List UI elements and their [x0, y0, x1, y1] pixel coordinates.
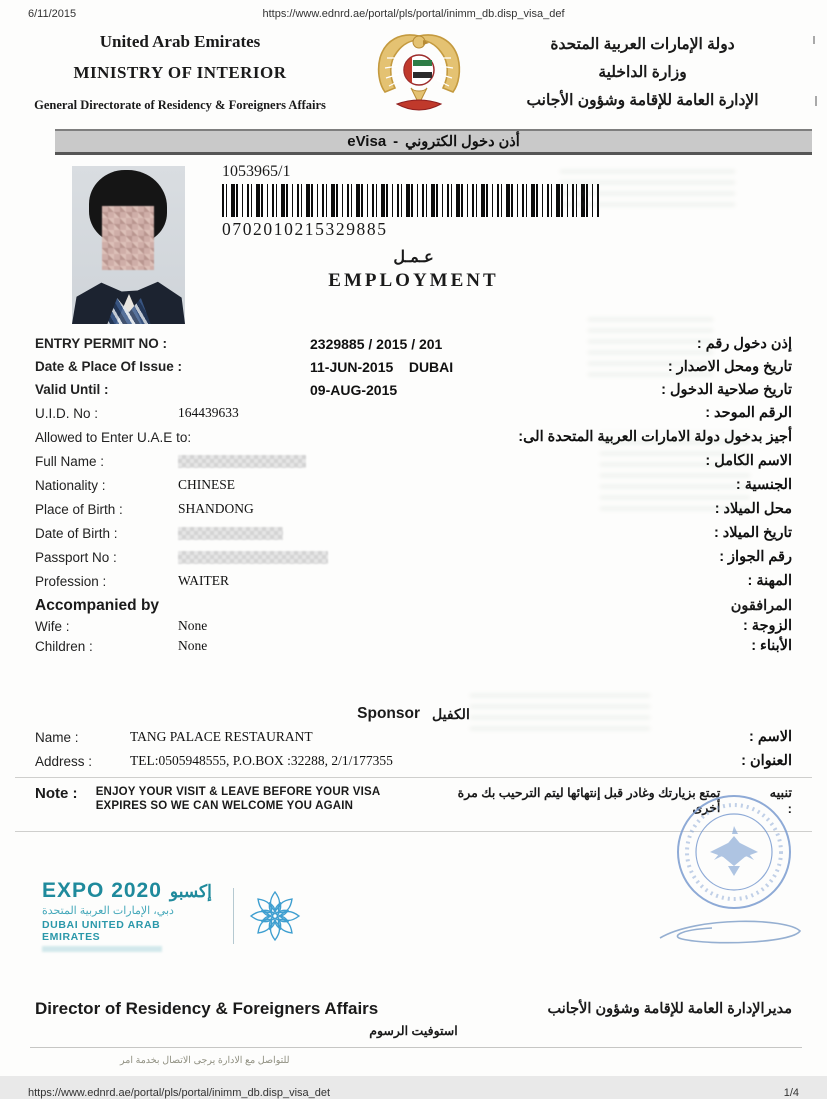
footer-rule — [30, 1047, 802, 1048]
field-label-arabic: العنوان : — [741, 753, 792, 769]
field-value: CHINESE — [178, 477, 235, 492]
expo-subtitle-arabic: دبي، الإمارات العربية المتحدة — [42, 905, 174, 917]
field-row-place-of-birth — [0, 497, 827, 521]
note-label-arabic: تنبيه : — [769, 785, 792, 816]
field-label-arabic: الأبناء : — [751, 638, 792, 654]
field-row-full-name — [0, 449, 827, 473]
barcode-cluster — [222, 163, 612, 240]
field-label-arabic: رقم الجواز : — [719, 549, 792, 565]
print-url-top: https://www.ednrd.ae/portal/pls/portal/inimm_db.disp_visa_def — [262, 8, 565, 20]
scan-mark — [815, 96, 817, 106]
uae-falcon-emblem-icon — [371, 30, 467, 118]
field-value: None — [178, 618, 208, 633]
barcode — [222, 184, 600, 217]
director-title-english: Director of Residency & Foreigners Affairs — [35, 999, 379, 1018]
page-number: 1/4 — [783, 1087, 799, 1099]
note-label: Note : — [35, 785, 78, 802]
expo-logo-text — [42, 879, 219, 952]
field-value: TEL:0505948555, P.O.BOX :32288, 2/1/177355 — [130, 753, 393, 768]
expo-title — [42, 879, 219, 903]
field-label-arabic: تاريخ الميلاد : — [713, 525, 792, 541]
accompanied-by-heading — [0, 595, 827, 616]
expo-subtitle-english: DUBAI UNITED ARAB EMIRATES — [42, 919, 161, 943]
field-row-profession — [0, 569, 827, 593]
sponsor-heading-arabic: الكفيل — [432, 705, 470, 722]
expo-title-english: EXPO 2020 — [42, 879, 162, 902]
field-value: 2329885 / 2015 / 201 — [310, 335, 443, 352]
field-value: 11-JUN-2015 DUBAI — [310, 358, 454, 375]
directorate-name-arabic: الإدارة العامة للإقامة وشؤون الأجانب — [526, 92, 759, 109]
field-value: 164439633 — [178, 405, 239, 420]
expo-tagline-faded — [42, 946, 162, 952]
note-text-arabic: تمتع بزيارتك وغادر قبل إنتهائها ليتم الترحيب بك مرة أخرى — [457, 786, 721, 815]
official-stamp — [652, 790, 817, 965]
field-row-sponsor-name — [0, 725, 827, 749]
field-label: Passport No : — [35, 549, 117, 565]
contact-note-arabic: للتواصل مع الادارة يرجى الاتصال بخدمة امر — [120, 1055, 290, 1066]
field-label-arabic: الجنسية : — [735, 477, 792, 493]
field-value: SHANDONG — [178, 501, 254, 516]
field-label: Date & Place Of Issue : — [35, 359, 183, 374]
field-label-arabic: الاسم : — [749, 729, 792, 745]
visa-fields — [0, 332, 827, 593]
field-label-arabic: إذن دخول رقم : — [696, 335, 792, 352]
letterhead — [0, 30, 827, 123]
field-label-arabic: الاسم الكامل : — [705, 453, 792, 469]
evisa-banner — [55, 129, 812, 155]
field-row-valid-until — [0, 378, 827, 401]
field-label: Nationality : — [35, 477, 106, 493]
redacted-full-name — [178, 455, 306, 468]
expo-logo-divider — [233, 888, 234, 944]
field-label-arabic: المهنة : — [747, 573, 792, 589]
field-label: Address : — [35, 753, 93, 769]
field-label: Wife : — [35, 618, 70, 634]
print-header — [0, 0, 827, 20]
country-name: United Arab Emirates — [99, 32, 261, 51]
photo-barcode-zone — [0, 155, 827, 328]
field-row-date-place-of-issue — [0, 355, 827, 378]
field-label-arabic: محل الميلاد : — [714, 501, 792, 517]
visa-type-english: EMPLOYMENT — [328, 270, 499, 291]
accompanied-by-arabic: المرافقون — [730, 597, 792, 614]
field-label: Allowed to Enter U.A.E to: — [35, 429, 192, 445]
ministry-name: MINISTRY OF INTERIOR — [73, 63, 287, 82]
director-row — [0, 998, 827, 1020]
country-name-arabic: دولة الإمارات العربية المتحدة — [550, 36, 735, 53]
file-number: 1053965/1 — [222, 163, 291, 180]
field-row-nationality — [0, 473, 827, 497]
field-row-date-of-birth — [0, 521, 827, 545]
field-label: ENTRY PERMIT NO : — [35, 336, 168, 351]
field-label: Name : — [35, 729, 79, 745]
signature-icon — [660, 921, 800, 942]
expo-2020-logo — [42, 879, 302, 952]
field-label: Profession : — [35, 573, 107, 589]
field-row-children — [0, 636, 827, 656]
field-label: Full Name : — [35, 453, 105, 469]
field-value: TANG PALACE RESTAURANT — [130, 729, 313, 744]
field-value: WAITER — [178, 573, 229, 588]
barcode-number: 0702010215329885 — [222, 219, 388, 239]
field-label: Valid Until : — [35, 382, 109, 397]
scan-mark — [813, 36, 815, 44]
expo-rosette-icon — [248, 887, 302, 945]
field-label-arabic: الزوجة : — [742, 618, 792, 634]
field-label-arabic: تاريخ ومحل الاصدار : — [667, 358, 792, 375]
field-label-arabic: تاريخ صلاحية الدخول : — [661, 381, 792, 398]
field-row-sponsor-address — [0, 749, 827, 773]
applicant-photo — [72, 166, 185, 324]
field-row-passport-no — [0, 545, 827, 569]
field-label: Children : — [35, 638, 93, 654]
field-label: U.I.D. No : — [35, 405, 99, 421]
letterhead-english — [0, 30, 360, 113]
evisa-banner-separator: - — [393, 133, 399, 150]
ministry-name-arabic: وزارة الداخلية — [598, 64, 687, 81]
field-label-arabic: الرقم الموحد : — [705, 405, 792, 421]
accompanied-by-english: Accompanied by — [35, 596, 160, 614]
director-title-arabic: مديرالإدارة العامة للإقامة وشؤون الأجانب — [547, 1001, 792, 1017]
sponsor-heading — [0, 703, 827, 725]
field-label-arabic: أجيز بدخول دولة الامارات العربية المتحدة الى: — [518, 429, 792, 445]
residency-stamp-icon — [652, 790, 817, 965]
redacted-passport-no — [178, 551, 328, 564]
print-date: 6/11/2015 — [28, 8, 77, 20]
letterhead-arabic — [478, 30, 827, 114]
directorate-name: General Directorate of Residency & Foreigners Affairs — [34, 98, 326, 112]
expo-title-arabic: إكسبو — [169, 882, 212, 901]
field-row-entry-permit-no — [0, 332, 827, 355]
field-row-wife — [0, 616, 827, 636]
field-row-uid-no — [0, 401, 827, 425]
visa-type-arabic: عـمـل — [393, 249, 434, 266]
field-label: Place of Birth : — [35, 501, 123, 517]
evisa-banner-english: eVisa — [347, 133, 387, 150]
note-text-english: ENJOY YOUR VISIT & LEAVE BEFORE YOUR VISA EXPIRES SO WE CAN WELCOME YOU AGAIN — [95, 786, 380, 812]
evisa-banner-arabic: أذن دخول الكتروني — [405, 133, 520, 150]
redacted-date-of-birth — [178, 527, 283, 540]
sponsor-heading-english: Sponsor — [357, 705, 421, 722]
field-value: 09-AUG-2015 — [310, 381, 398, 398]
visa-type-title — [0, 247, 827, 292]
print-url-bottom: https://www.ednrd.ae/portal/pls/portal/inimm_db.disp_visa_det — [28, 1087, 331, 1099]
fees-collected-arabic: استوفيت الرسوم — [369, 1024, 458, 1038]
print-footer — [0, 1087, 827, 1099]
field-value: None — [178, 638, 208, 653]
field-row-allowed-to-enter — [0, 425, 827, 449]
uae-emblem — [360, 30, 478, 123]
field-label: Date of Birth : — [35, 525, 118, 541]
